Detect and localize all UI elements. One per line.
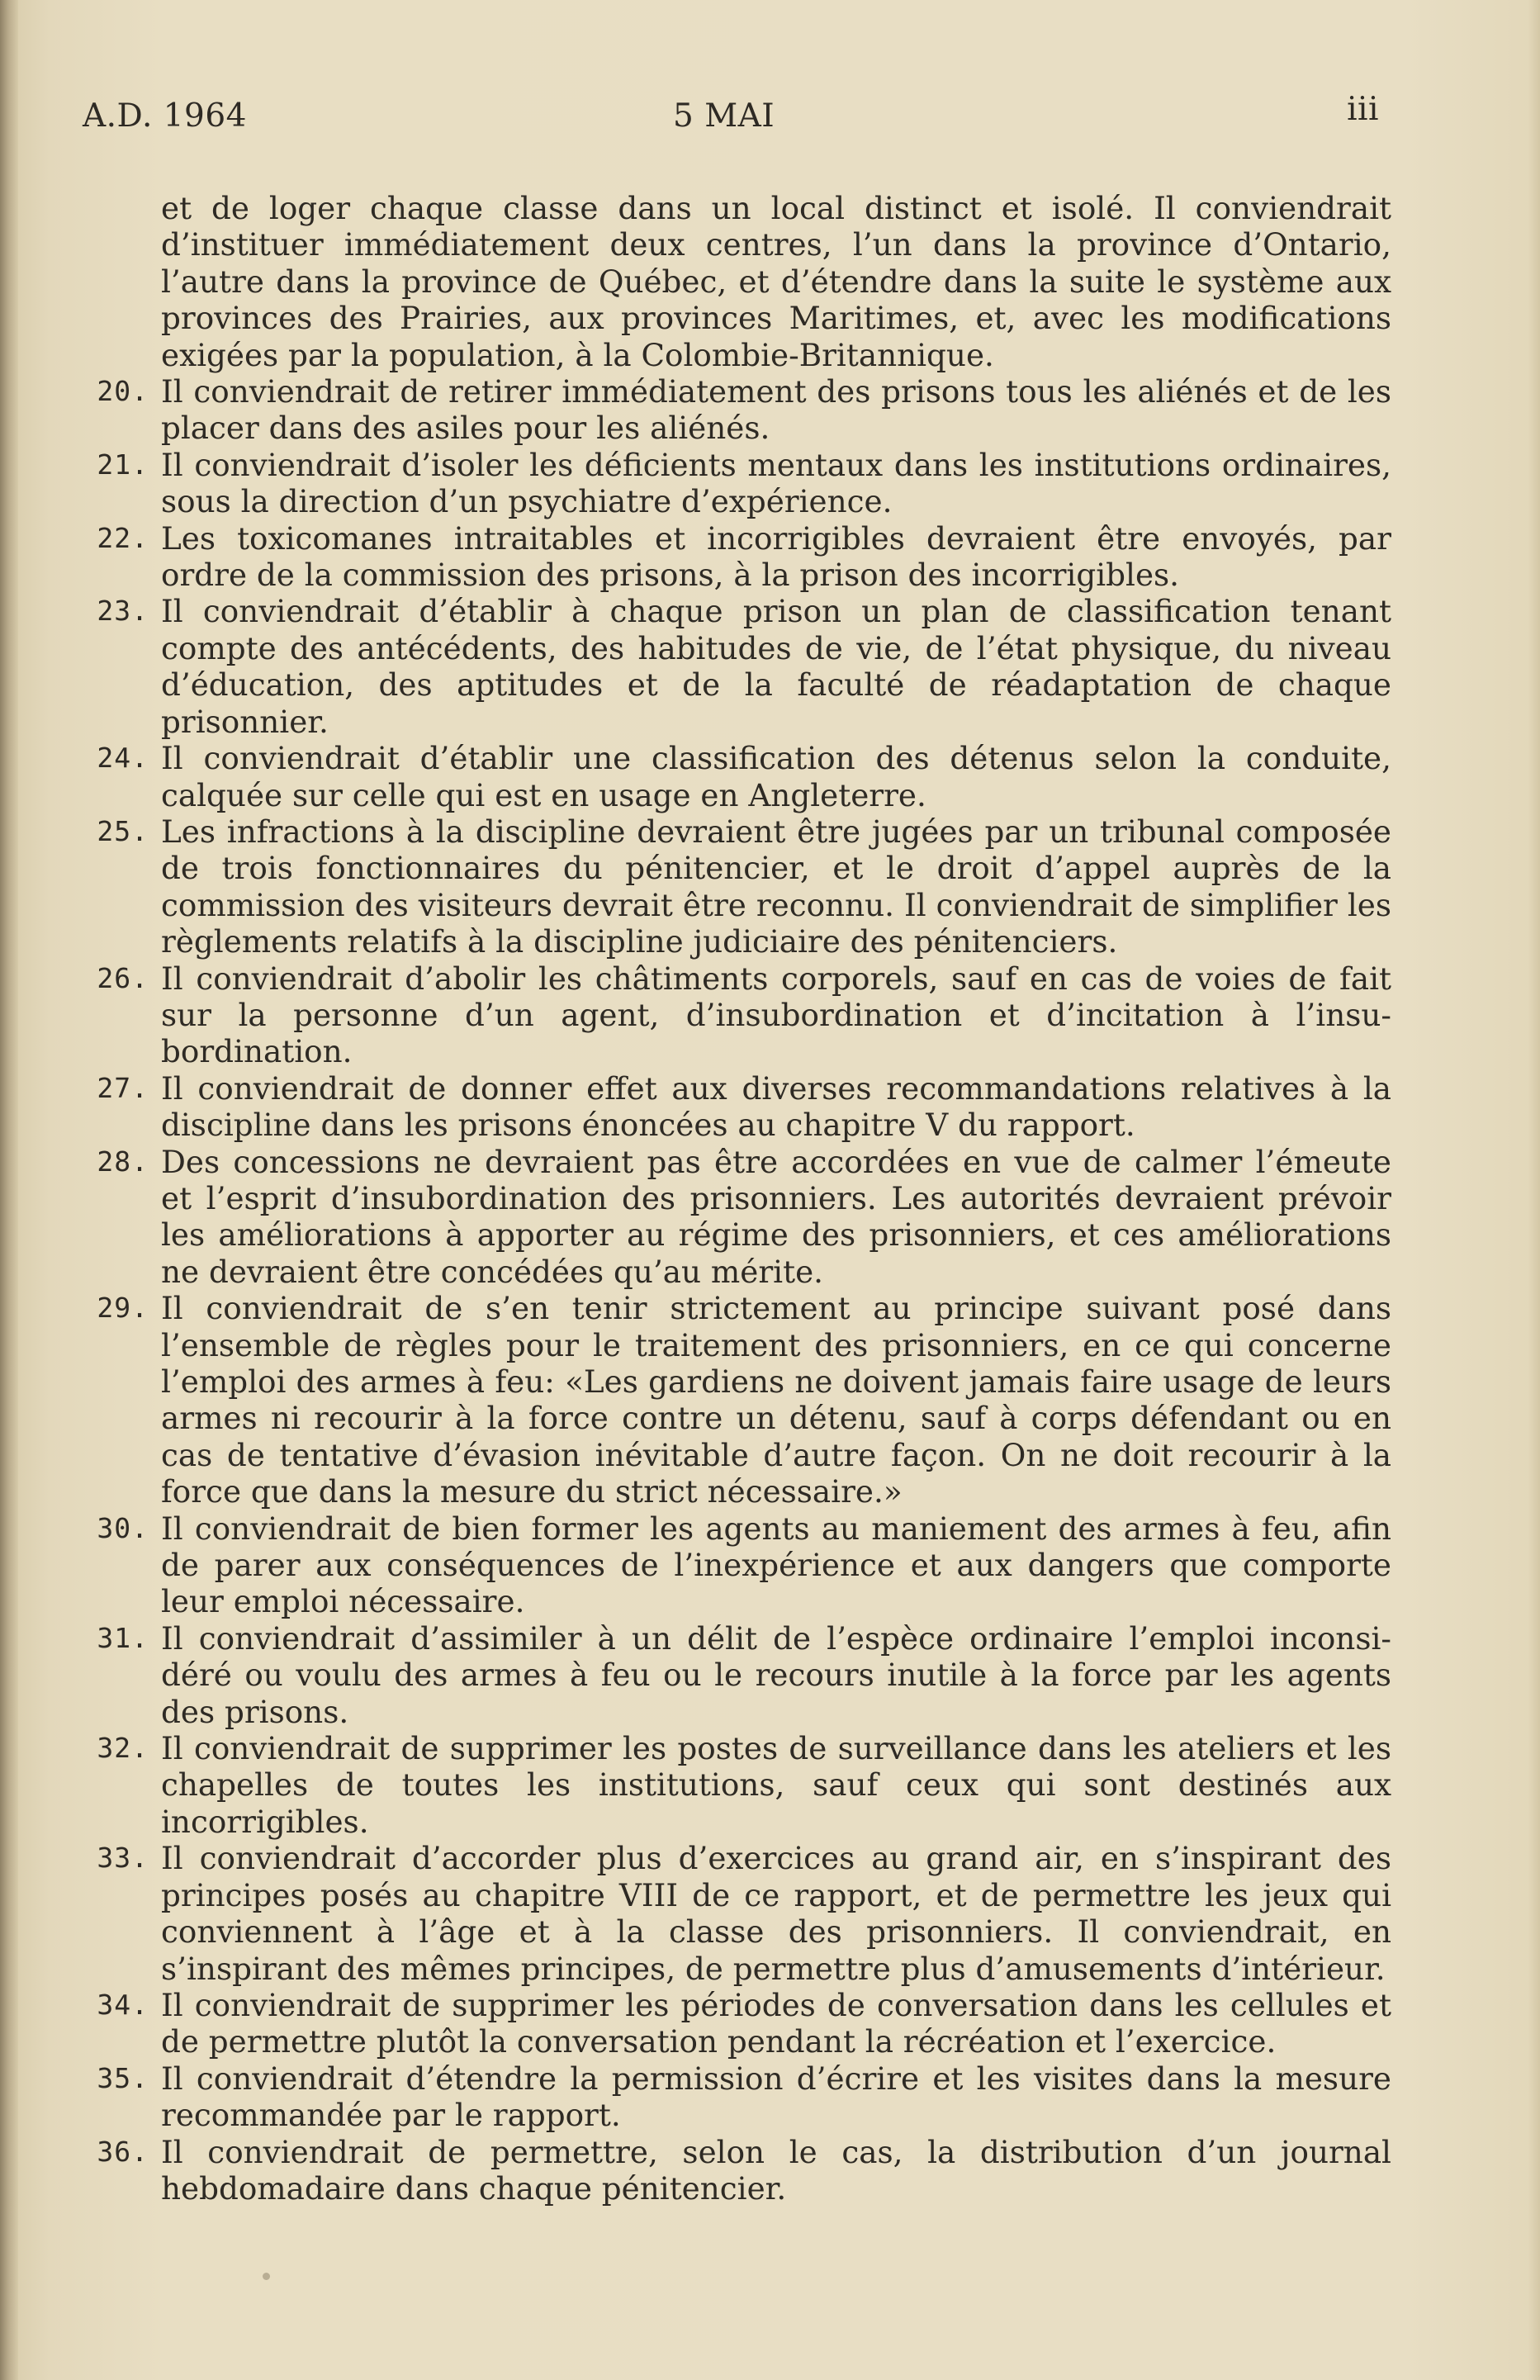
running-header bbox=[83, 91, 1379, 147]
recommendation-item bbox=[74, 1144, 1391, 1291]
item-number: 34. bbox=[97, 1988, 149, 2021]
recommendation-item bbox=[74, 373, 1391, 447]
item-text: Il conviendrait d’assimiler à un délit de l’espèce ordinaire l’emploi inconsidéré ou voulu des armes à feu ou le recours inutile à la force par les agents des prisons. bbox=[161, 1619, 1391, 1730]
header-date: 5 MAI bbox=[673, 97, 775, 135]
item-text: Il conviendrait d’établir à chaque prison un plan de classification tenant compte des antécédents, des habitudes de vie, de l’état physique, du niveau d’éducation, des aptitudes et de la faculté de réadaptation de chaque prisonnier. bbox=[161, 593, 1391, 740]
paper-speck bbox=[263, 2273, 270, 2280]
item-text: Les infractions à la discipline devraient être jugées par un tribunal composée de trois fonctionnaires du pénitencier, et le droit d’appel auprès de la commission des visiteurs devrait être reconnu. Il conviendrait de simplifier les règlements relatifs à la discipline judiciaire des pénitenciers. bbox=[161, 813, 1391, 960]
recommendation-item bbox=[74, 960, 1391, 1070]
page-number: iii bbox=[1347, 91, 1379, 128]
recommendation-item bbox=[74, 520, 1391, 594]
recommendation-item bbox=[74, 1620, 1391, 1730]
item-text: Des concessions ne devraient pas être accordées en vue de calmer l’émeute et l’esprit d’insubordination des prisonniers. Les autorités devraient prévoir les améliorations à apporter au régime des prisonniers, et ces améliorations ne devraient être concédées qu’au mérite. bbox=[161, 1143, 1391, 1290]
recommendation-item bbox=[74, 1730, 1391, 1840]
item-number: 33. bbox=[97, 1842, 149, 1875]
item-number: 20. bbox=[97, 375, 149, 408]
item-text: Il conviendrait d’accorder plus d’exercices au grand air, en s’inspirant des principes posés au chapitre VIII de ce rapport, et de permettre les jeux qui conviennent à l’âge et à la classe des prisonniers. Il conviendrait, en s’inspirant des mêmes principes, de permettre plus d’amusements d’intérieur. bbox=[161, 1840, 1391, 1987]
item-number: 35. bbox=[97, 2061, 149, 2094]
item-number: 26. bbox=[97, 961, 149, 994]
recommendation-item bbox=[74, 1070, 1391, 1144]
item-text: Les toxicomanes intraitables et incorrigibles devraient être envoyés, par ordre de la commission des prisons, à la prison des incorrigibles. bbox=[161, 519, 1391, 594]
item-number: 25. bbox=[97, 814, 149, 847]
item-number: 24. bbox=[97, 742, 149, 775]
item-text: Il conviendrait de permettre, selon le cas, la distribution d’un journal hebdomadaire dans chaque pénitencier. bbox=[161, 2133, 1391, 2207]
recommendation-item bbox=[74, 2134, 1391, 2207]
item-number: 31. bbox=[97, 1621, 149, 1654]
recommendation-item bbox=[74, 447, 1391, 520]
item-text: Il conviendrait d’étendre la permission d’écrire et les visites dans la mesure recommandée par le rapport. bbox=[161, 2060, 1391, 2134]
recommendation-item bbox=[74, 1510, 1391, 1620]
item-text: Il conviendrait de retirer immédiatement des prisons tous les aliénés et de les placer dans des asiles pour les aliénés. bbox=[161, 373, 1391, 447]
item-number: 32. bbox=[97, 1732, 149, 1765]
recommendation-item bbox=[74, 1987, 1391, 2060]
item-number: 30. bbox=[97, 1511, 149, 1544]
item-number: 23. bbox=[97, 595, 149, 628]
page-binding-shadow bbox=[0, 0, 18, 2380]
continuation-paragraph bbox=[74, 190, 1391, 373]
item-text: Il conviendrait de donner effet aux diverses recommandations relatives à la discipline dans les prisons énoncées au chapitre V du rapport. bbox=[161, 1069, 1391, 1144]
recommendation-item bbox=[74, 2060, 1391, 2134]
item-text: Il conviendrait de supprimer les périodes de conversation dans les cellules et de permettre plutôt la conversation pendant la récréation et l’exercice. bbox=[161, 1986, 1391, 2060]
item-number: 36. bbox=[97, 2135, 149, 2168]
document-body bbox=[74, 190, 1391, 2207]
recommendation-item bbox=[74, 1840, 1391, 1987]
page-edge bbox=[1528, 0, 1540, 2380]
item-number: 28. bbox=[97, 1145, 149, 1178]
recommendation-item bbox=[74, 740, 1391, 813]
item-number: 22. bbox=[97, 521, 149, 554]
item-number: 27. bbox=[97, 1071, 149, 1104]
item-number: 29. bbox=[97, 1292, 149, 1325]
item-text: Il conviendrait d’établir une classification des détenus selon la conduite, calquée sur celle qui est en usage en Angleterre. bbox=[161, 740, 1391, 813]
item-text: Il conviendrait de bien former les agents au maniement des armes à feu, afin de parer aux conséquences de l’inexpérience et aux dangers que comporte leur emploi nécessaire. bbox=[161, 1510, 1391, 1620]
recommendation-item bbox=[74, 813, 1391, 960]
item-text: Il conviendrait de supprimer les postes de surveillance dans les ateliers et les chapelles de toutes les institutions, sauf ceux qui sont destinés aux incorrigibles. bbox=[161, 1730, 1391, 1840]
recommendation-item bbox=[74, 1290, 1391, 1510]
item-text: Il conviendrait d’isoler les déficients mentaux dans les institutions ordinaires, sous la direction d’un psychiatre d’expérience. bbox=[161, 446, 1391, 520]
item-text: Il conviendrait de s’en tenir strictement au principe suivant posé dans l’ensemble de règles pour le traitement des prisonniers, en ce qui concerne l’emploi des armes à feu: «Les gardiens ne doivent jamais faire usage de leurs armes ni recourir à la force contre un détenu, sauf à corps défendant ou en cas de tentative d’évasion inévitable d’autre façon. On ne doit recourir à la force que dans la mesure du strict nécessaire.» bbox=[161, 1290, 1391, 1510]
item-number: 21. bbox=[97, 448, 149, 481]
paragraph-text: et de loger chaque classe dans un local distinct et isolé. Il conviendrait d’instituer immédiatement deux centres, l’un dans la province d’Ontario, l’autre dans la province de Québec, et d’étendre dans la suite le système aux provinces des Prairies, aux provinces Maritimes, et, avec les modifications exigées par la population, à la Colombie-Britannique. bbox=[161, 190, 1391, 373]
item-text: Il conviendrait d’abolir les châtiments corporels, sauf en cas de voies de fait sur la personne d’un agent, d’insubordination et d’incitation à l’insubordination. bbox=[161, 960, 1391, 1070]
recommendation-item bbox=[74, 593, 1391, 740]
header-year: A.D. 1964 bbox=[83, 97, 247, 135]
